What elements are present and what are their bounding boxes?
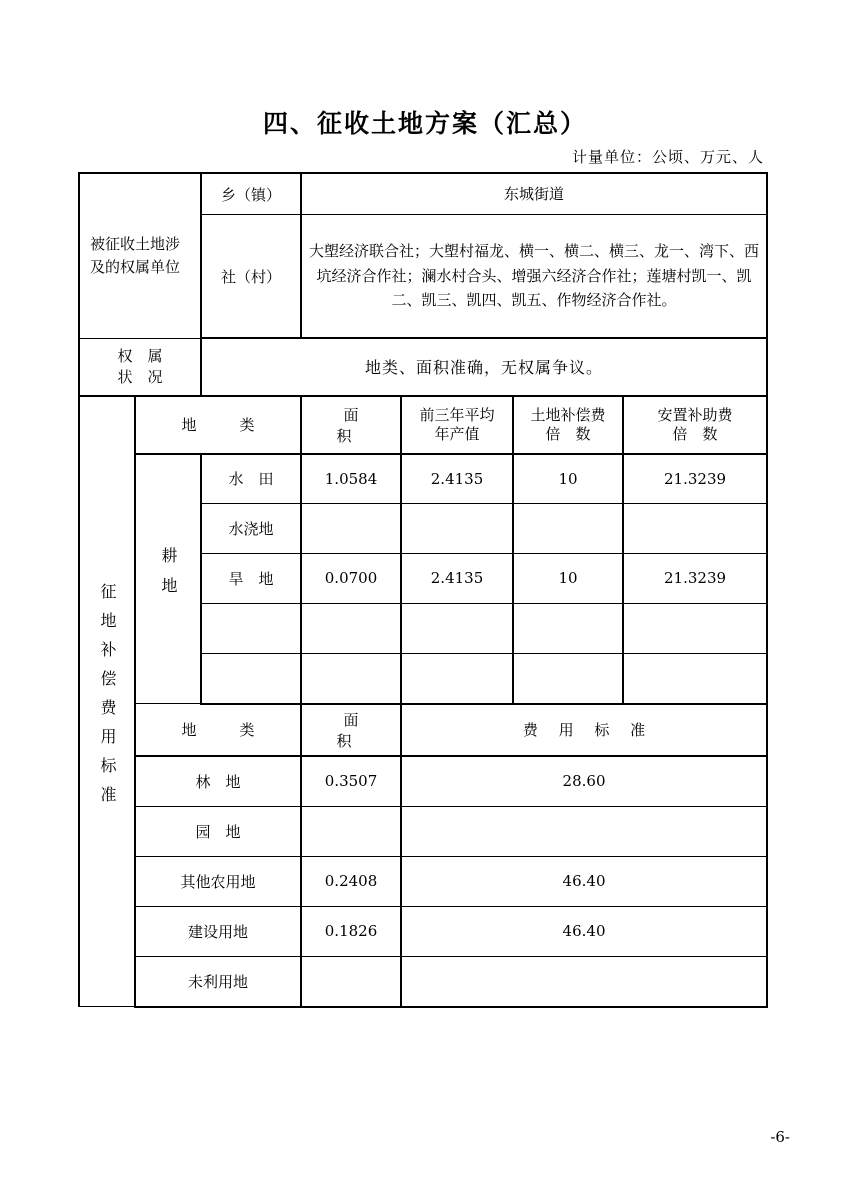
header-fee-standard-text: 费 用 标 准 [522, 721, 654, 739]
header-land-type-lower [135, 704, 301, 756]
table-header-row-upper [79, 396, 767, 454]
header-average-annual-yield [401, 396, 513, 454]
ownership-status-value: 地类、面积准确，无权属争议。 [201, 338, 767, 396]
header-land-compensation-multiple-line1: 土地补偿费 [530, 405, 606, 424]
fee-standard-cell [401, 956, 767, 1007]
area-cell [301, 956, 401, 1007]
avg-yield-cell: 2.4135 [401, 454, 513, 504]
village-label: 社（村） [201, 215, 301, 339]
resettle-multiple-cell [623, 603, 767, 653]
land-type-cell: 建设用地 [135, 906, 301, 956]
compensation-side-label-text: 征地补偿费用标准 [98, 583, 117, 816]
header-average-annual-yield-line1: 前三年平均 [419, 405, 495, 424]
land-comp-multiple-cell [513, 603, 623, 653]
table-header-row-lower [79, 704, 767, 756]
header-resettlement-subsidy-multiple-line2: 倍 数 [672, 424, 718, 443]
land-comp-multiple-cell: 10 [513, 454, 623, 504]
table-row-township [79, 173, 767, 215]
land-type-cell: 其他农用地 [135, 856, 301, 906]
avg-yield-cell [401, 603, 513, 653]
table-row-paddy-field [79, 454, 767, 504]
area-cell [301, 603, 401, 653]
ownership-status-label-line2: 状 况 [117, 367, 163, 386]
header-land-compensation-multiple [513, 396, 623, 454]
resettle-multiple-cell: 21.3239 [623, 454, 767, 504]
farmland-group-label [135, 454, 201, 704]
area-cell [301, 806, 401, 856]
header-land-type-upper [135, 396, 301, 454]
avg-yield-cell: 2.4135 [401, 553, 513, 603]
area-cell: 0.0700 [301, 553, 401, 603]
fee-standard-cell: 46.40 [401, 856, 767, 906]
header-resettlement-subsidy-multiple-line1: 安置补助费 [657, 405, 733, 424]
land-comp-multiple-cell [513, 503, 623, 553]
township-value: 东城街道 [301, 173, 767, 215]
header-resettlement-subsidy-multiple [623, 396, 767, 454]
area-cell: 1.0584 [301, 454, 401, 504]
header-area-lower-text: 面 积 [336, 710, 402, 750]
table-row-garden-land [79, 806, 767, 856]
header-area-upper-text: 面 积 [336, 405, 402, 445]
header-land-type-upper-text: 地 类 [181, 416, 269, 434]
page-title: 四、征收土地方案（汇总） [262, 109, 587, 138]
land-comp-multiple-cell: 10 [513, 553, 623, 603]
resettle-multiple-cell [623, 653, 767, 704]
area-cell: 0.3507 [301, 756, 401, 807]
land-acquisition-summary-table [78, 172, 768, 1008]
header-land-compensation-multiple-line2: 倍 数 [545, 424, 591, 443]
fee-standard-cell: 28.60 [401, 756, 767, 807]
village-value: 大塱经济联合社；大塱村福龙、横一、横二、横三、龙一、湾下、西坑经济合作社；澜水村合头、增强六经济合作社；莲塘村凯一、凯二、凯三、凯四、凯五、作物经济合作社。 [301, 215, 767, 339]
ownership-units-label [79, 173, 201, 338]
ownership-status-label-line1: 权 属 [117, 346, 163, 365]
land-type-cell: 未利用地 [135, 956, 301, 1007]
compensation-side-label [79, 396, 135, 1007]
header-fee-standard [401, 704, 767, 756]
farmland-group-label-text: 耕地 [159, 546, 178, 607]
table-row-ownership-status [79, 338, 767, 396]
land-type-cell: 林 地 [135, 756, 301, 807]
land-type-cell [201, 653, 301, 704]
header-average-annual-yield-line2: 年产值 [434, 424, 480, 443]
table-row-forest-land [79, 756, 767, 807]
table-row-other-agricultural-land [79, 856, 767, 906]
avg-yield-cell [401, 503, 513, 553]
fee-standard-cell: 46.40 [401, 906, 767, 956]
header-land-type-lower-text: 地 类 [181, 721, 269, 739]
header-area-lower [301, 704, 401, 756]
resettle-multiple-cell [623, 503, 767, 553]
land-type-cell [201, 603, 301, 653]
avg-yield-cell [401, 653, 513, 704]
land-type-cell: 旱 地 [201, 553, 301, 603]
measurement-units-note: 计量单位：公顷、万元、人 [571, 148, 764, 166]
township-label: 乡（镇） [201, 173, 301, 215]
table-row-unused-land [79, 956, 767, 1007]
area-cell: 0.2408 [301, 856, 401, 906]
land-type-cell: 园 地 [135, 806, 301, 856]
ownership-status-label [79, 338, 201, 396]
table-row-construction-land [79, 906, 767, 956]
area-cell [301, 503, 401, 553]
area-cell [301, 653, 401, 704]
fee-standard-cell [401, 806, 767, 856]
land-comp-multiple-cell [513, 653, 623, 704]
area-cell: 0.1826 [301, 906, 401, 956]
ownership-units-label-text: 被征收土地涉及的权属单位 [90, 235, 181, 276]
land-type-cell: 水 田 [201, 454, 301, 504]
resettle-multiple-cell: 21.3239 [623, 553, 767, 603]
page-number: -6- [770, 1128, 790, 1146]
land-type-cell: 水浇地 [201, 503, 301, 553]
header-area-upper [301, 396, 401, 454]
